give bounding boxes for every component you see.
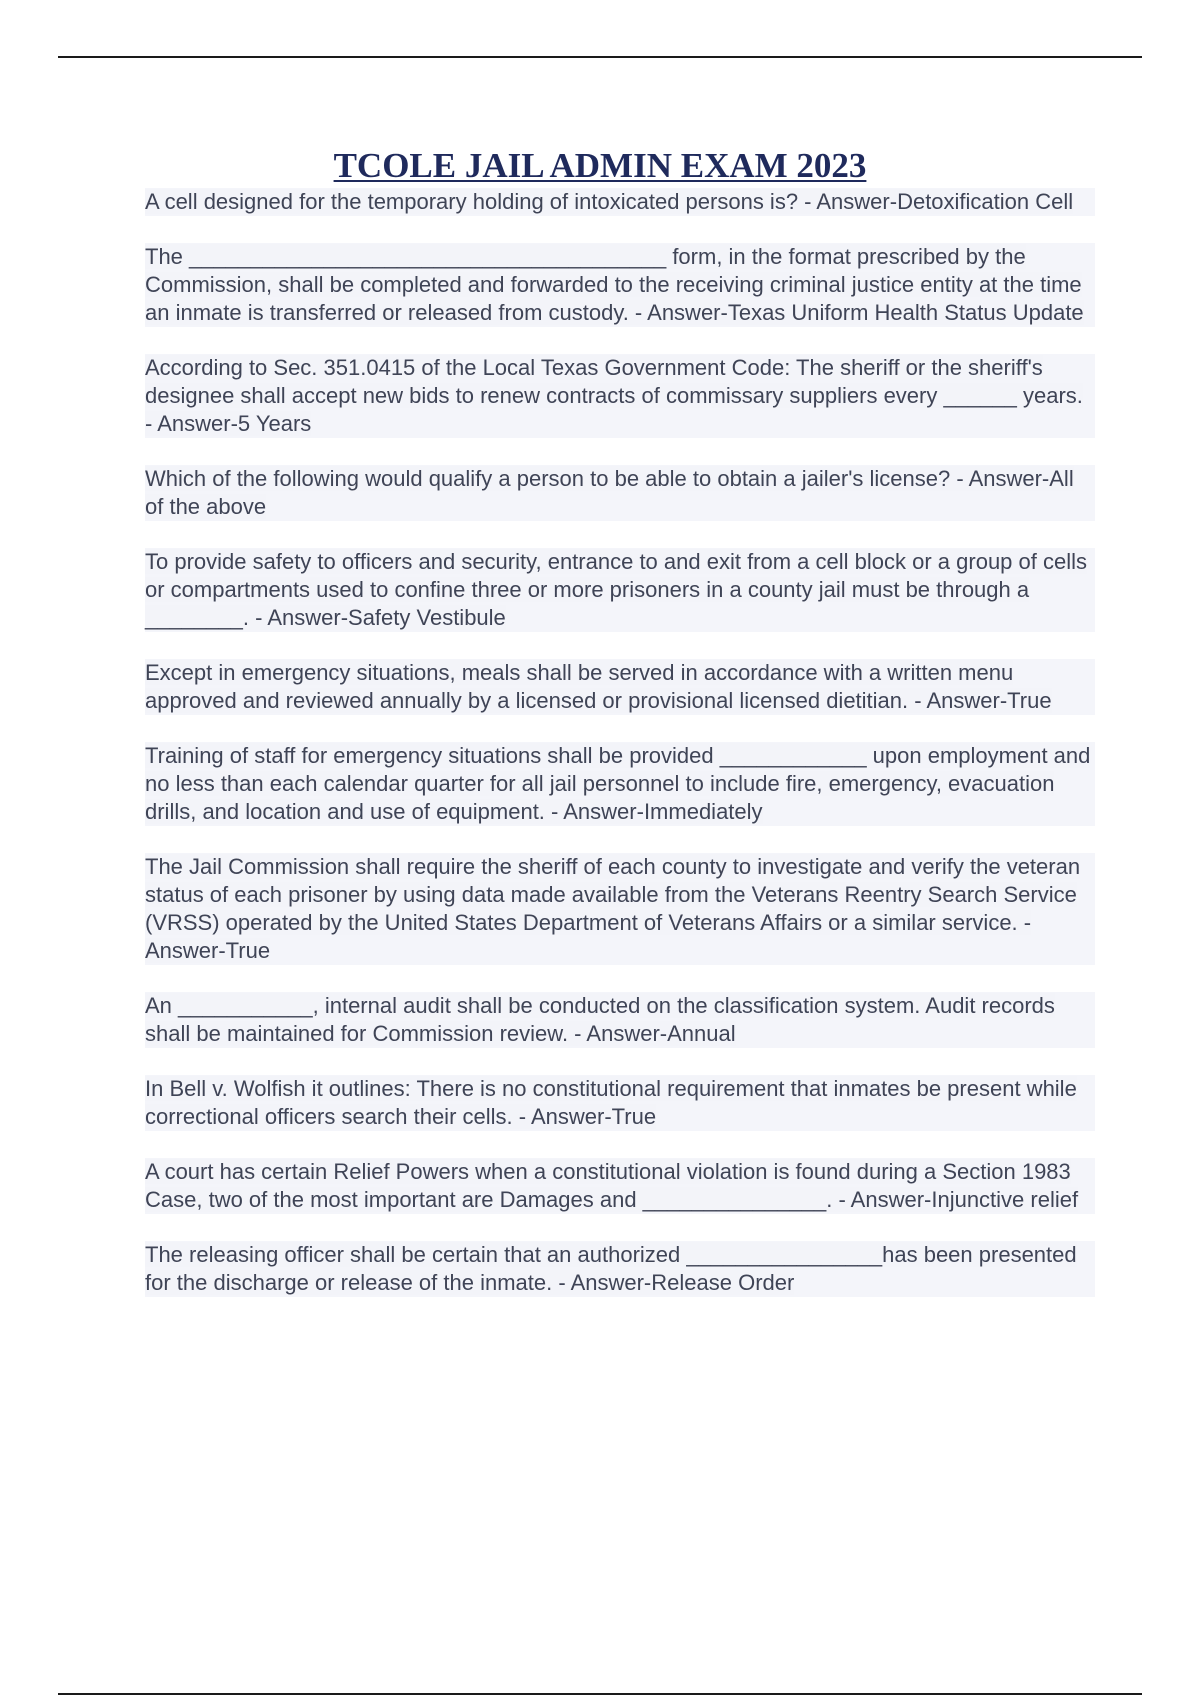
qa-text: According to Sec. 351.0415 of the Local Texas Government Code: The sheriff or the sheriff's designee shall accept new bids to renew contracts of commissary suppliers every ______ years. - Answer-5 Years [145,355,1083,436]
qa-item-5 [145,548,1095,632]
qa-item-8 [145,853,1095,965]
qa-item-11 [145,1158,1095,1214]
qa-item-2 [145,243,1095,327]
qa-text: The releasing officer shall be certain that an authorized ________________has been presented for the discharge or release of the inmate. - Answer-Release Order [145,1242,1077,1295]
qa-text: A cell designed for the temporary holding of intoxicated persons is? - Answer-Detoxification Cell [145,189,1074,214]
question-list [145,188,1095,1324]
document-title: TCOLE JAIL ADMIN EXAM 2023 [333,146,867,185]
qa-text: To provide safety to officers and security, entrance to and exit from a cell block or a group of cells or compartments used to confine three or more prisoners in a county jail must be through a ________. - Answer-Safety Vestibule [145,549,1087,630]
header-rule [58,56,1142,58]
qa-text: Training of staff for emergency situations shall be provided ____________ upon employment and no less than each calendar quarter for all jail personnel to include fire, emergency, evacuation drills, and location and use of equipment. - Answer-Immediately [145,743,1091,824]
qa-item-7 [145,742,1095,826]
qa-item-10 [145,1075,1095,1131]
qa-text: Except in emergency situations, meals shall be served in accordance with a written menu approved and reviewed annually by a licensed or provisional licensed dietitian. - Answer-True [145,660,1052,713]
qa-text: An ___________, internal audit shall be conducted on the classification system. Audit records shall be maintained for Commission review. - Answer-Annual [145,993,1055,1046]
qa-text: A court has certain Relief Powers when a constitutional violation is found during a Section 1983 Case, two of the most important are Damages and _______________. - Answer-Injunctive relief [145,1159,1079,1212]
qa-item-12 [145,1241,1095,1297]
qa-item-9 [145,992,1095,1048]
qa-text: Which of the following would qualify a person to be able to obtain a jailer's license? - Answer-All of the above [145,466,1074,519]
qa-item-1 [145,188,1095,216]
qa-item-4 [145,465,1095,521]
qa-text: The _______________________________________ form, in the format prescribed by the Commission, shall be completed and forwarded to the receiving criminal justice entity at the time an inmate is transferred or released from custody. - Answer-Texas Uniform Health Status Update [145,244,1084,325]
qa-text: The Jail Commission shall require the sheriff of each county to investigate and verify the veteran status of each prisoner by using data made available from the Veterans Reentry Search Service (VRSS) operated by the United States Department of Veterans Affairs or a similar service. - Answer-True [145,854,1081,963]
qa-item-3 [145,354,1095,438]
footer-rule [58,1693,1142,1695]
qa-item-6 [145,659,1095,715]
qa-text: In Bell v. Wolfish it outlines: There is no constitutional requirement that inmates be present while correctional officers search their cells. - Answer-True [145,1076,1077,1129]
